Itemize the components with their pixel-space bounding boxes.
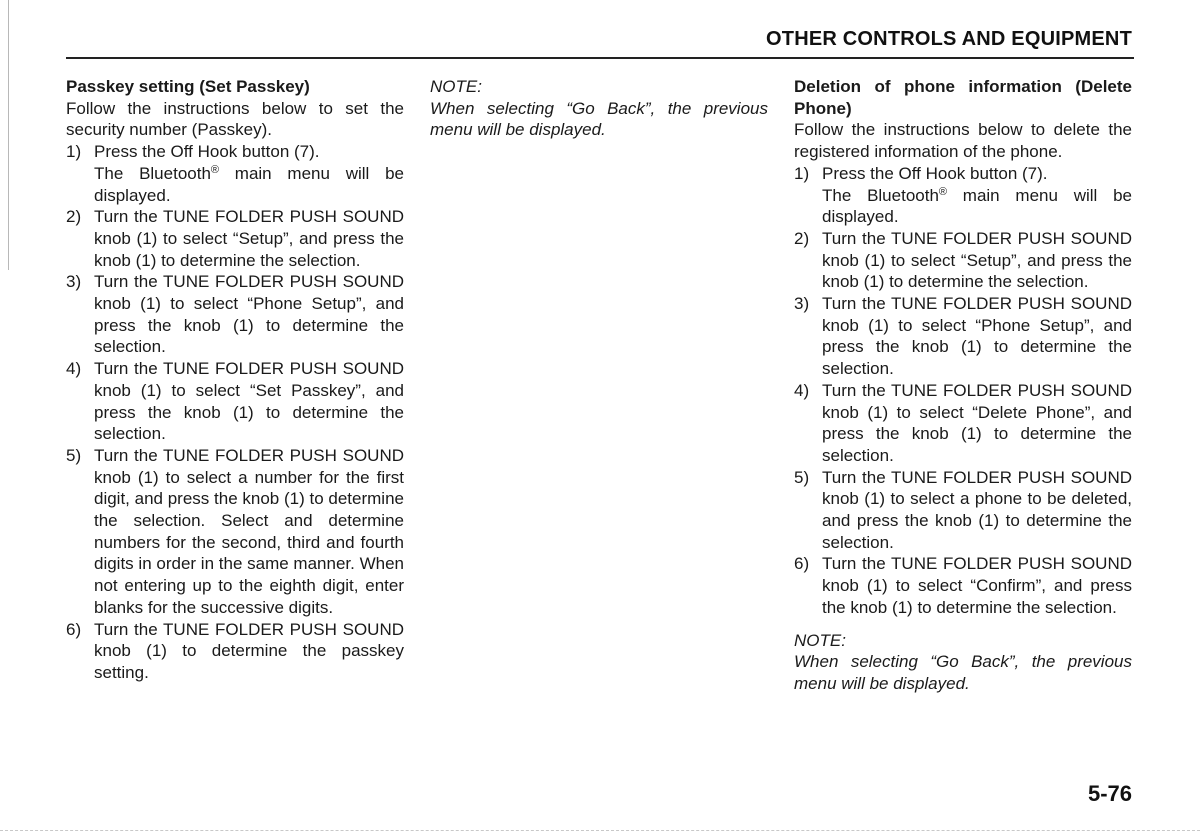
step-number: 5) bbox=[66, 445, 82, 465]
step-number: 2) bbox=[66, 207, 82, 227]
step-text: Turn the TUNE FOLDER PUSH SOUND knob (1) to select a number for the first digit, and press the knob (1) to determine the selection. Select and determine numbers for the second, third and fourth digits in order in the same manner. When not entering up to the eighth digit, enter blanks for the successive digits. bbox=[94, 445, 404, 617]
step-text: Turn the TUNE FOLDER PUSH SOUND knob (1) to select “Setup”, and press the knob (1) to determine the selection. bbox=[822, 228, 1132, 292]
passkey-step-3 bbox=[66, 271, 404, 358]
step-number: 5) bbox=[794, 467, 810, 487]
passkey-step-1 bbox=[66, 141, 404, 206]
step-number: 6) bbox=[794, 554, 810, 574]
delete-note bbox=[794, 630, 1132, 695]
delete-step-2 bbox=[794, 228, 1132, 293]
header-rule bbox=[66, 57, 1134, 59]
delete-step-3 bbox=[794, 293, 1132, 380]
subtext-pre: The Bluetooth bbox=[822, 185, 939, 205]
step-subtext bbox=[822, 185, 1132, 228]
step-text: Turn the TUNE FOLDER PUSH SOUND knob (1) to select “Confirm”, and press the knob (1) to determine the selection. bbox=[822, 554, 1132, 617]
step-text: Press the Off Hook button (7). bbox=[822, 163, 1048, 183]
step-number: 3) bbox=[66, 272, 82, 292]
step-text: Turn the TUNE FOLDER PUSH SOUND knob (1) to select “Delete Phone”, and press the knob (1) to determine the selection. bbox=[822, 380, 1132, 465]
delete-step-5 bbox=[794, 467, 1132, 554]
registered-mark: ® bbox=[938, 185, 948, 198]
step-text: Turn the TUNE FOLDER PUSH SOUND knob (1) to determine the passkey setting. bbox=[94, 619, 404, 682]
step-number: 4) bbox=[794, 380, 810, 400]
page-number: 5-76 bbox=[1087, 781, 1132, 806]
step-number: 1) bbox=[66, 142, 82, 162]
step-text: Turn the TUNE FOLDER PUSH SOUND knob (1) to select “Phone Setup”, and press the knob (1) to determine the selection. bbox=[94, 272, 404, 357]
section-title: OTHER CONTROLS AND EQUIPMENT bbox=[766, 28, 1132, 50]
passkey-step-2 bbox=[66, 206, 404, 271]
step-number: 2) bbox=[794, 228, 810, 248]
note-label: NOTE: bbox=[794, 630, 846, 650]
note-label: NOTE: bbox=[430, 77, 482, 96]
delete-phone-heading: Deletion of phone information (Delete Phone) bbox=[794, 77, 1132, 118]
step-number: 6) bbox=[66, 619, 82, 639]
passkey-heading: Passkey setting (Set Passkey) bbox=[66, 77, 310, 96]
bottom-scan-edge bbox=[0, 830, 1200, 832]
step-number: 4) bbox=[66, 359, 82, 379]
registered-mark: ® bbox=[210, 163, 220, 176]
step-text: Turn the TUNE FOLDER PUSH SOUND knob (1) to select “Setup”, and press the knob (1) to determine the selection. bbox=[94, 207, 404, 270]
passkey-steps bbox=[66, 141, 404, 684]
subtext-post: main menu will be displayed. bbox=[822, 185, 1132, 227]
delete-phone-steps bbox=[794, 163, 1132, 619]
step-number: 3) bbox=[794, 294, 810, 314]
right-column bbox=[794, 76, 1132, 695]
subtext-pre: The Bluetooth bbox=[94, 163, 211, 183]
delete-phone-intro: Follow the instructions below to delete the registered information of the phone. bbox=[794, 120, 1132, 162]
middle-column bbox=[430, 76, 768, 141]
step-text: Turn the TUNE FOLDER PUSH SOUND knob (1) to select a phone to be deleted, and press the knob (1) to determine the selection. bbox=[822, 467, 1132, 552]
passkey-step-6 bbox=[66, 619, 404, 684]
passkey-step-4 bbox=[66, 358, 404, 445]
passkey-intro: Follow the instructions below to set the security number (Passkey). bbox=[66, 98, 404, 140]
step-subtext bbox=[94, 163, 404, 206]
delete-step-1 bbox=[794, 163, 1132, 228]
subtext-post: main menu will be displayed. bbox=[94, 163, 404, 205]
delete-step-6 bbox=[794, 553, 1132, 618]
passkey-step-5 bbox=[66, 445, 404, 619]
step-number: 1) bbox=[794, 163, 810, 183]
step-text: Press the Off Hook button (7). bbox=[94, 142, 320, 162]
delete-step-4 bbox=[794, 380, 1132, 467]
step-text: Turn the TUNE FOLDER PUSH SOUND knob (1) to select “Phone Setup”, and press the knob (1) to determine the selection. bbox=[822, 294, 1132, 379]
note-text: When selecting “Go Back”, the previous menu will be displayed. bbox=[430, 98, 768, 140]
left-column bbox=[66, 76, 404, 684]
note-text: When selecting “Go Back”, the previous menu will be displayed. bbox=[794, 652, 1132, 693]
binding-line bbox=[8, 0, 9, 270]
step-text: Turn the TUNE FOLDER PUSH SOUND knob (1) to select “Set Passkey”, and press the knob (1) to determine the selection. bbox=[94, 359, 404, 444]
